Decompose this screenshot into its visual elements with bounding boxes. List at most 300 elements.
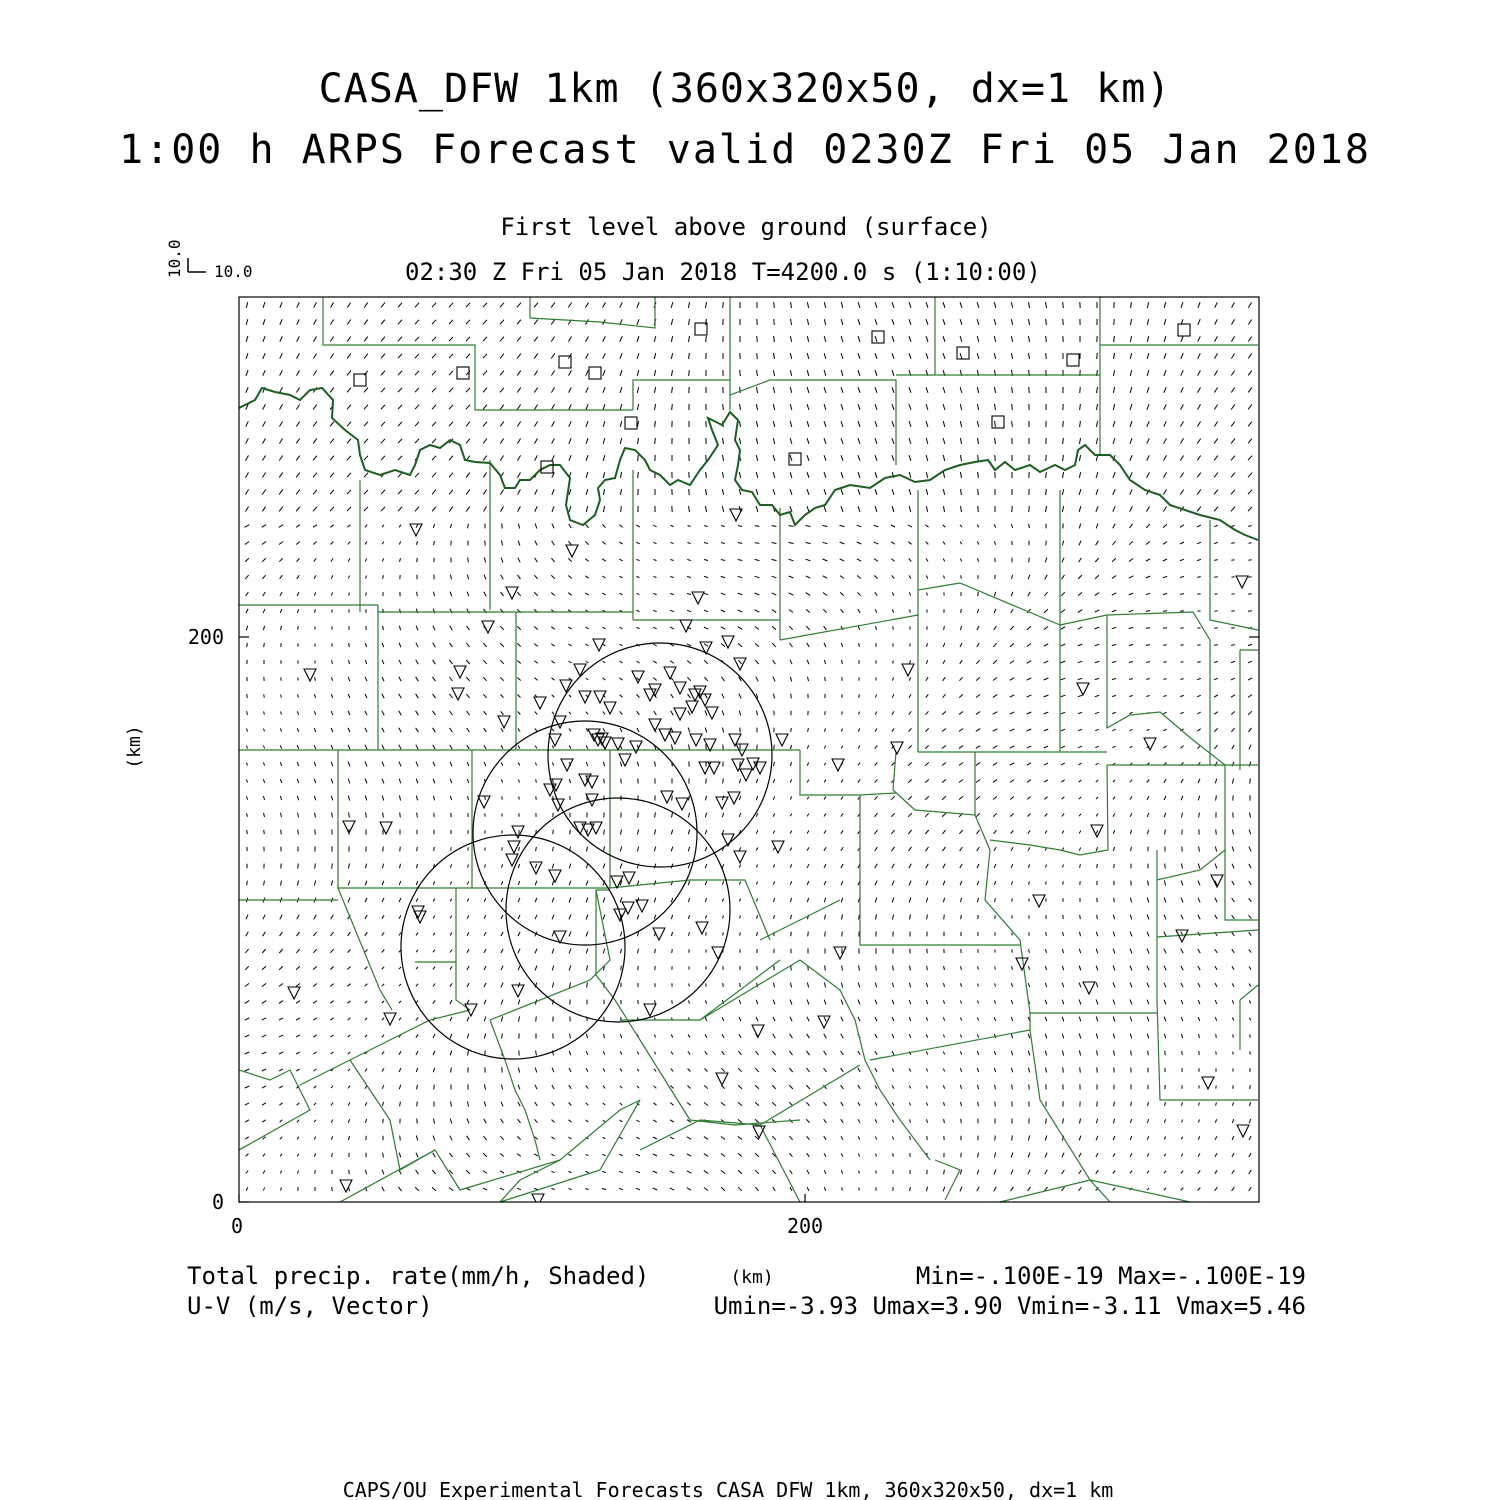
wind-vector-arrow bbox=[603, 712, 605, 715]
wind-vector-arrow bbox=[247, 830, 248, 834]
wind-vector-arrow bbox=[670, 1154, 674, 1156]
wind-vector-arrow bbox=[1249, 847, 1251, 852]
wind-vector-arrow bbox=[807, 302, 808, 308]
wind-vector-arrow bbox=[1248, 678, 1252, 680]
wind-vector-arrow bbox=[704, 576, 708, 577]
wind-vector-arrow bbox=[858, 302, 860, 308]
credit-line: CAPS/OU Experimental Forecasts CASA DFW 1km, 360x320x50, dx=1 km bbox=[342, 1478, 1114, 1500]
wind-vector-arrow bbox=[1095, 593, 1099, 596]
wind-vector-arrow bbox=[1129, 662, 1133, 663]
wind-vector-arrow bbox=[1147, 1119, 1148, 1123]
y-axis-label: (km) bbox=[124, 725, 145, 769]
wind-vector-arrow bbox=[449, 320, 453, 324]
wind-vector-arrow bbox=[1079, 506, 1081, 512]
wind-vector-arrow bbox=[807, 336, 808, 342]
wind-vector-arrow bbox=[671, 830, 672, 835]
wind-vector-arrow bbox=[552, 712, 554, 714]
wind-vector-arrow bbox=[467, 1034, 469, 1039]
wind-vector-arrow bbox=[858, 729, 860, 732]
wind-vector-arrow bbox=[637, 830, 638, 835]
wind-vector-arrow bbox=[246, 421, 249, 426]
wind-vector-arrow bbox=[347, 303, 350, 308]
wind-vector-arrow bbox=[959, 746, 963, 749]
wind-vector-arrow bbox=[1197, 507, 1201, 512]
wind-vector-arrow bbox=[1063, 932, 1064, 936]
wind-vector-arrow bbox=[824, 370, 826, 376]
wind-vector-arrow bbox=[977, 1068, 978, 1072]
wind-vector-arrow bbox=[619, 593, 622, 594]
wind-vector-arrow bbox=[1079, 524, 1080, 529]
wind-vector-arrow bbox=[331, 1086, 333, 1088]
wind-vector-arrow bbox=[569, 745, 571, 748]
wind-vector-arrow bbox=[315, 1170, 316, 1174]
wind-vector-arrow bbox=[619, 542, 622, 544]
wind-vector-arrow bbox=[637, 319, 639, 325]
wind-vector-arrow bbox=[790, 677, 792, 682]
wind-vector-arrow bbox=[671, 525, 674, 526]
wind-vector-arrow bbox=[330, 320, 333, 325]
wind-vector-arrow bbox=[1180, 577, 1184, 578]
wind-vector-arrow bbox=[602, 559, 606, 561]
wind-vector-arrow bbox=[1147, 353, 1149, 359]
wind-vector-arrow bbox=[655, 812, 656, 817]
station-triangle-marker bbox=[1236, 576, 1248, 588]
wind-vector-arrow bbox=[330, 1001, 333, 1004]
wind-vector-arrow bbox=[1045, 1051, 1046, 1056]
wind-vector-arrow bbox=[978, 898, 979, 902]
wind-vector-arrow bbox=[263, 779, 264, 783]
wind-vector-arrow bbox=[1113, 797, 1115, 800]
wind-vector-arrow bbox=[416, 762, 418, 767]
wind-vector-arrow bbox=[501, 1017, 502, 1022]
wind-vector-arrow bbox=[1044, 609, 1048, 613]
wind-vector-arrow bbox=[688, 830, 689, 835]
wind-vector-arrow bbox=[842, 1187, 843, 1190]
wind-vector-arrow bbox=[739, 864, 740, 867]
wind-vector-arrow bbox=[806, 1102, 809, 1106]
wind-vector-arrow bbox=[399, 1085, 400, 1089]
wind-vector-arrow bbox=[1249, 728, 1252, 732]
wind-vector-arrow bbox=[1214, 645, 1218, 646]
wind-vector-arrow bbox=[704, 677, 707, 681]
wind-vector-arrow bbox=[943, 387, 945, 393]
wind-vector-arrow bbox=[585, 541, 588, 544]
wind-vector-arrow bbox=[841, 830, 843, 833]
wind-vector-arrow bbox=[636, 1137, 639, 1139]
wind-vector-arrow bbox=[1028, 319, 1029, 325]
wind-vector-arrow bbox=[942, 729, 946, 732]
wind-vector-arrow bbox=[364, 507, 368, 511]
wind-vector-arrow bbox=[1164, 336, 1166, 342]
wind-vector-arrow bbox=[264, 813, 265, 817]
wind-vector-arrow bbox=[552, 729, 554, 731]
wind-vector-arrow bbox=[927, 643, 928, 647]
wind-vector-arrow bbox=[1011, 830, 1014, 833]
wind-vector-arrow bbox=[416, 626, 418, 631]
wind-vector-arrow bbox=[739, 1000, 740, 1004]
wind-vector-arrow bbox=[1011, 864, 1013, 868]
wind-vector-arrow bbox=[500, 303, 504, 307]
wind-vector-arrow bbox=[706, 744, 707, 749]
wind-vector-arrow bbox=[417, 813, 418, 818]
wind-vector-arrow bbox=[1164, 1000, 1166, 1005]
wind-vector-arrow bbox=[620, 438, 621, 444]
wind-vector-arrow bbox=[484, 745, 486, 749]
wind-vector-arrow bbox=[364, 405, 368, 410]
wind-vector-arrow bbox=[977, 1170, 979, 1175]
wind-vector-arrow bbox=[1147, 729, 1150, 730]
wind-vector-arrow bbox=[434, 1119, 435, 1124]
wind-vector-arrow bbox=[1147, 915, 1149, 920]
wind-vector-arrow bbox=[621, 830, 622, 835]
wind-vector-arrow bbox=[466, 490, 470, 495]
wind-vector-arrow bbox=[654, 387, 655, 393]
wind-vector-arrow bbox=[349, 864, 350, 869]
wind-vector-arrow bbox=[721, 1154, 725, 1157]
wind-vector-arrow bbox=[620, 864, 622, 869]
wind-vector-arrow bbox=[1027, 797, 1030, 800]
wind-vector-arrow bbox=[875, 506, 877, 512]
wind-vector-arrow bbox=[1078, 610, 1082, 613]
wind-vector-arrow bbox=[483, 660, 486, 664]
wind-vector-arrow bbox=[449, 303, 453, 307]
wind-vector-arrow bbox=[569, 881, 571, 886]
wind-vector-arrow bbox=[297, 915, 299, 920]
wind-vector-arrow bbox=[399, 915, 401, 918]
wind-vector-arrow bbox=[670, 610, 674, 611]
wind-vector-arrow bbox=[1113, 746, 1116, 748]
wind-vector-arrow bbox=[536, 1051, 537, 1056]
wind-vector-arrow bbox=[1232, 864, 1234, 869]
wind-vector-arrow bbox=[1112, 576, 1116, 579]
wind-vector-arrow bbox=[823, 526, 828, 527]
wind-vector-arrow bbox=[502, 847, 503, 850]
wind-vector-arrow bbox=[1232, 779, 1233, 784]
wind-vector-arrow bbox=[1216, 829, 1217, 834]
wind-vector-arrow bbox=[297, 796, 298, 800]
wind-vector-arrow bbox=[603, 421, 605, 427]
wind-vector-arrow bbox=[586, 1154, 589, 1155]
wind-vector-arrow bbox=[1180, 712, 1183, 714]
wind-vector-arrow bbox=[960, 455, 961, 461]
wind-vector-arrow bbox=[348, 1052, 350, 1054]
wind-vector-arrow bbox=[433, 524, 435, 528]
station-triangle-marker bbox=[288, 987, 300, 999]
wind-vector-arrow bbox=[654, 1069, 656, 1072]
wind-vector-arrow bbox=[534, 388, 537, 393]
wind-vector-arrow bbox=[738, 593, 743, 595]
wind-vector-arrow bbox=[433, 728, 436, 732]
wind-vector-arrow bbox=[892, 1103, 893, 1106]
wind-vector-arrow bbox=[891, 830, 894, 834]
wind-vector-arrow bbox=[568, 644, 571, 646]
wind-vector-arrow bbox=[671, 1069, 673, 1072]
wind-vector-arrow bbox=[279, 542, 283, 545]
wind-vector-arrow bbox=[484, 1000, 486, 1004]
wind-vector-arrow bbox=[1232, 1136, 1234, 1140]
wind-vector-arrow bbox=[687, 1137, 691, 1139]
wind-vector-arrow bbox=[978, 984, 979, 987]
wind-vector-arrow bbox=[279, 473, 283, 478]
wind-vector-arrow bbox=[927, 1136, 928, 1140]
wind-vector-arrow bbox=[466, 473, 470, 478]
wind-vector-arrow bbox=[738, 1153, 742, 1156]
wind-vector-arrow bbox=[1249, 915, 1252, 918]
wind-vector-arrow bbox=[382, 1170, 384, 1175]
wind-vector-arrow bbox=[875, 813, 878, 817]
wind-vector-arrow bbox=[1214, 473, 1218, 478]
wind-vector-arrow bbox=[1027, 763, 1031, 765]
wind-vector-arrow bbox=[721, 1068, 724, 1071]
wind-vector-arrow bbox=[773, 421, 774, 427]
wind-vector-arrow bbox=[892, 575, 895, 578]
wind-vector-arrow bbox=[824, 1102, 827, 1106]
wind-vector-arrow bbox=[978, 1085, 979, 1089]
wind-vector-arrow bbox=[926, 1017, 927, 1020]
wind-vector-arrow bbox=[1046, 882, 1047, 885]
wind-vector-arrow bbox=[1180, 490, 1183, 495]
wind-vector-arrow bbox=[1232, 1000, 1234, 1003]
wind-vector-arrow bbox=[415, 1187, 419, 1191]
wind-vector-arrow bbox=[995, 438, 996, 444]
wind-vector-arrow bbox=[551, 303, 555, 308]
wind-vector-arrow bbox=[517, 643, 521, 646]
wind-vector-arrow bbox=[569, 1068, 571, 1072]
wind-vector-arrow bbox=[1113, 1017, 1115, 1022]
wind-vector-arrow bbox=[1061, 746, 1065, 748]
wind-vector-arrow bbox=[875, 864, 878, 868]
wind-vector-arrow bbox=[518, 932, 520, 936]
wind-vector-arrow bbox=[1146, 679, 1149, 680]
wind-vector-arrow bbox=[502, 779, 503, 782]
wind-vector-arrow bbox=[1114, 1102, 1115, 1107]
wind-vector-arrow bbox=[298, 813, 299, 818]
wind-vector-arrow bbox=[960, 643, 962, 647]
wind-vector-arrow bbox=[723, 916, 724, 919]
wind-vector-arrow bbox=[824, 1136, 826, 1140]
wind-vector-arrow bbox=[314, 1153, 315, 1156]
wind-vector-arrow bbox=[773, 796, 775, 799]
wind-vector-arrow bbox=[415, 371, 419, 375]
wind-vector-arrow bbox=[1063, 455, 1064, 461]
wind-vector-arrow bbox=[314, 336, 317, 341]
station-triangle-marker bbox=[452, 688, 464, 700]
wind-vector-arrow bbox=[978, 1102, 979, 1106]
station-triangle-marker bbox=[676, 798, 688, 810]
wind-vector-arrow bbox=[1129, 541, 1133, 545]
wind-vector-arrow bbox=[314, 881, 315, 886]
wind-vector-arrow bbox=[434, 1085, 435, 1090]
wind-vector-arrow bbox=[1113, 404, 1114, 410]
wind-vector-arrow bbox=[399, 762, 401, 767]
wind-vector-arrow bbox=[382, 558, 383, 561]
wind-vector-arrow bbox=[485, 1084, 486, 1089]
wind-vector-arrow bbox=[518, 472, 521, 477]
wind-vector-arrow bbox=[739, 882, 740, 885]
wind-vector-arrow bbox=[637, 1069, 639, 1071]
wind-vector-arrow bbox=[875, 1051, 877, 1055]
wind-vector-arrow bbox=[670, 1188, 674, 1190]
wind-vector-arrow bbox=[433, 967, 435, 970]
wind-vector-arrow bbox=[1129, 576, 1133, 578]
wind-vector-arrow bbox=[1232, 915, 1235, 919]
wind-vector-arrow bbox=[926, 1102, 927, 1105]
wind-vector-arrow bbox=[876, 966, 877, 971]
wind-vector-arrow bbox=[347, 337, 351, 342]
wind-vector-arrow bbox=[671, 319, 672, 325]
wind-vector-arrow bbox=[1130, 506, 1133, 511]
x-tick-0: 0 bbox=[230, 1214, 244, 1238]
wind-vector-arrow bbox=[1044, 797, 1047, 800]
wind-vector-arrow bbox=[1216, 1102, 1217, 1105]
wind-vector-arrow bbox=[723, 728, 724, 733]
wind-vector-arrow bbox=[1095, 678, 1099, 679]
wind-vector-arrow bbox=[569, 898, 571, 903]
wind-vector-arrow bbox=[840, 576, 844, 579]
wind-vector-arrow bbox=[909, 677, 911, 680]
wind-vector-arrow bbox=[262, 1103, 266, 1105]
wind-vector-arrow bbox=[1198, 1120, 1199, 1123]
wind-vector-arrow bbox=[451, 796, 452, 800]
wind-vector-arrow bbox=[1248, 388, 1252, 393]
wind-vector-arrow bbox=[960, 626, 961, 630]
wind-vector-arrow bbox=[704, 543, 708, 544]
wind-vector-arrow bbox=[501, 1085, 502, 1090]
wind-vector-arrow bbox=[569, 1085, 571, 1089]
wind-vector-arrow bbox=[1096, 524, 1098, 529]
wind-vector-arrow bbox=[1231, 405, 1235, 410]
wind-vector-arrow bbox=[1181, 796, 1183, 800]
wind-vector-arrow bbox=[450, 592, 452, 597]
wind-vector-arrow bbox=[1061, 592, 1065, 596]
wind-vector-arrow bbox=[1248, 526, 1251, 527]
wind-vector-arrow bbox=[993, 643, 996, 647]
wind-vector-arrow bbox=[1130, 524, 1133, 528]
wind-vector-arrow bbox=[586, 353, 589, 358]
wind-vector-arrow bbox=[1181, 915, 1183, 920]
wind-vector-arrow bbox=[314, 558, 317, 561]
wind-vector-arrow bbox=[416, 677, 419, 681]
wind-vector-arrow bbox=[875, 1034, 877, 1038]
wind-vector-arrow bbox=[552, 695, 555, 697]
wind-vector-arrow bbox=[245, 1137, 248, 1140]
wind-vector-arrow bbox=[1012, 575, 1013, 579]
station-triangle-marker bbox=[632, 671, 644, 683]
wind-vector-arrow bbox=[688, 526, 691, 527]
wind-vector-arrow bbox=[1180, 525, 1184, 528]
wind-vector-arrow bbox=[347, 354, 351, 359]
wind-vector-arrow bbox=[535, 541, 537, 546]
wind-vector-arrow bbox=[280, 796, 281, 800]
wind-vector-arrow bbox=[1216, 796, 1217, 801]
wind-vector-arrow bbox=[263, 746, 264, 749]
wind-vector-arrow bbox=[687, 610, 691, 612]
wind-vector-arrow bbox=[417, 592, 418, 596]
wind-vector-arrow bbox=[841, 319, 843, 325]
wind-vector-arrow bbox=[943, 643, 944, 647]
wind-vector-arrow bbox=[433, 779, 435, 784]
wind-vector-arrow bbox=[653, 1137, 657, 1139]
wind-vector-arrow bbox=[280, 592, 282, 596]
wind-vector-arrow bbox=[1164, 915, 1166, 920]
wind-vector-arrow bbox=[773, 1034, 776, 1038]
wind-vector-arrow bbox=[908, 525, 912, 527]
wind-vector-arrow bbox=[331, 881, 332, 886]
wind-vector-arrow bbox=[993, 813, 996, 816]
station-triangle-marker bbox=[752, 1025, 764, 1037]
wind-vector-arrow bbox=[1164, 421, 1167, 426]
wind-vector-arrow bbox=[297, 711, 298, 714]
wind-vector-arrow bbox=[365, 796, 366, 801]
wind-vector-arrow bbox=[891, 559, 894, 562]
wind-vector-arrow bbox=[603, 472, 604, 478]
wind-vector-arrow bbox=[297, 575, 299, 579]
wind-vector-arrow bbox=[891, 796, 894, 799]
wind-vector-arrow bbox=[909, 1103, 910, 1106]
wind-vector-arrow bbox=[1011, 524, 1012, 528]
wind-vector-arrow bbox=[620, 644, 623, 646]
wind-vector-arrow bbox=[483, 677, 486, 681]
wind-vector-arrow bbox=[1113, 438, 1115, 444]
wind-vector-arrow bbox=[1214, 490, 1218, 495]
wind-vector-arrow bbox=[296, 1001, 300, 1004]
wind-vector-arrow bbox=[500, 320, 504, 325]
wind-vector-arrow bbox=[315, 677, 316, 680]
wind-vector-arrow bbox=[603, 762, 604, 766]
wind-vector-arrow bbox=[739, 813, 741, 817]
wind-vector-arrow bbox=[1112, 679, 1116, 680]
wind-vector-arrow bbox=[1248, 302, 1251, 307]
wind-vector-arrow bbox=[483, 1136, 486, 1140]
wind-vector-arrow bbox=[740, 916, 741, 919]
wind-vector-arrow bbox=[568, 593, 572, 596]
wind-vector-arrow bbox=[1028, 864, 1029, 867]
wind-vector-arrow bbox=[858, 1085, 860, 1089]
wind-vector-arrow bbox=[704, 1103, 708, 1106]
wind-vector-arrow bbox=[671, 302, 673, 308]
wind-vector-arrow bbox=[824, 302, 825, 308]
wind-vector-arrow bbox=[807, 745, 808, 748]
wind-vector-arrow bbox=[926, 438, 928, 444]
wind-vector-arrow bbox=[416, 524, 418, 527]
wind-vector-arrow bbox=[1181, 983, 1183, 987]
wind-vector-arrow bbox=[501, 932, 503, 936]
wind-vector-arrow bbox=[518, 898, 520, 902]
wind-vector-arrow bbox=[416, 694, 419, 698]
wind-vector-arrow bbox=[687, 593, 691, 594]
wind-vector-arrow bbox=[434, 847, 435, 851]
wind-vector-arrow bbox=[585, 303, 588, 308]
wind-vector-arrow bbox=[723, 472, 724, 478]
wind-vector-arrow bbox=[993, 729, 998, 731]
wind-vector-arrow bbox=[1113, 472, 1115, 478]
wind-vector-arrow bbox=[824, 404, 826, 410]
wind-vector-arrow bbox=[705, 728, 706, 733]
wind-vector-arrow bbox=[791, 966, 792, 971]
wind-vector-arrow bbox=[790, 387, 791, 393]
wind-vector-arrow bbox=[858, 779, 860, 782]
wind-vector-arrow bbox=[1079, 1153, 1081, 1157]
wind-vector-arrow bbox=[381, 354, 385, 359]
wind-vector-arrow bbox=[246, 626, 248, 630]
wind-vector-arrow bbox=[1215, 1136, 1217, 1139]
wind-vector-arrow bbox=[552, 898, 554, 903]
wind-vector-arrow bbox=[1012, 387, 1013, 393]
wind-vector-arrow bbox=[280, 932, 283, 936]
wind-vector-arrow bbox=[807, 983, 808, 988]
wind-vector-arrow bbox=[825, 932, 826, 937]
wind-vector-arrow bbox=[1029, 949, 1030, 953]
